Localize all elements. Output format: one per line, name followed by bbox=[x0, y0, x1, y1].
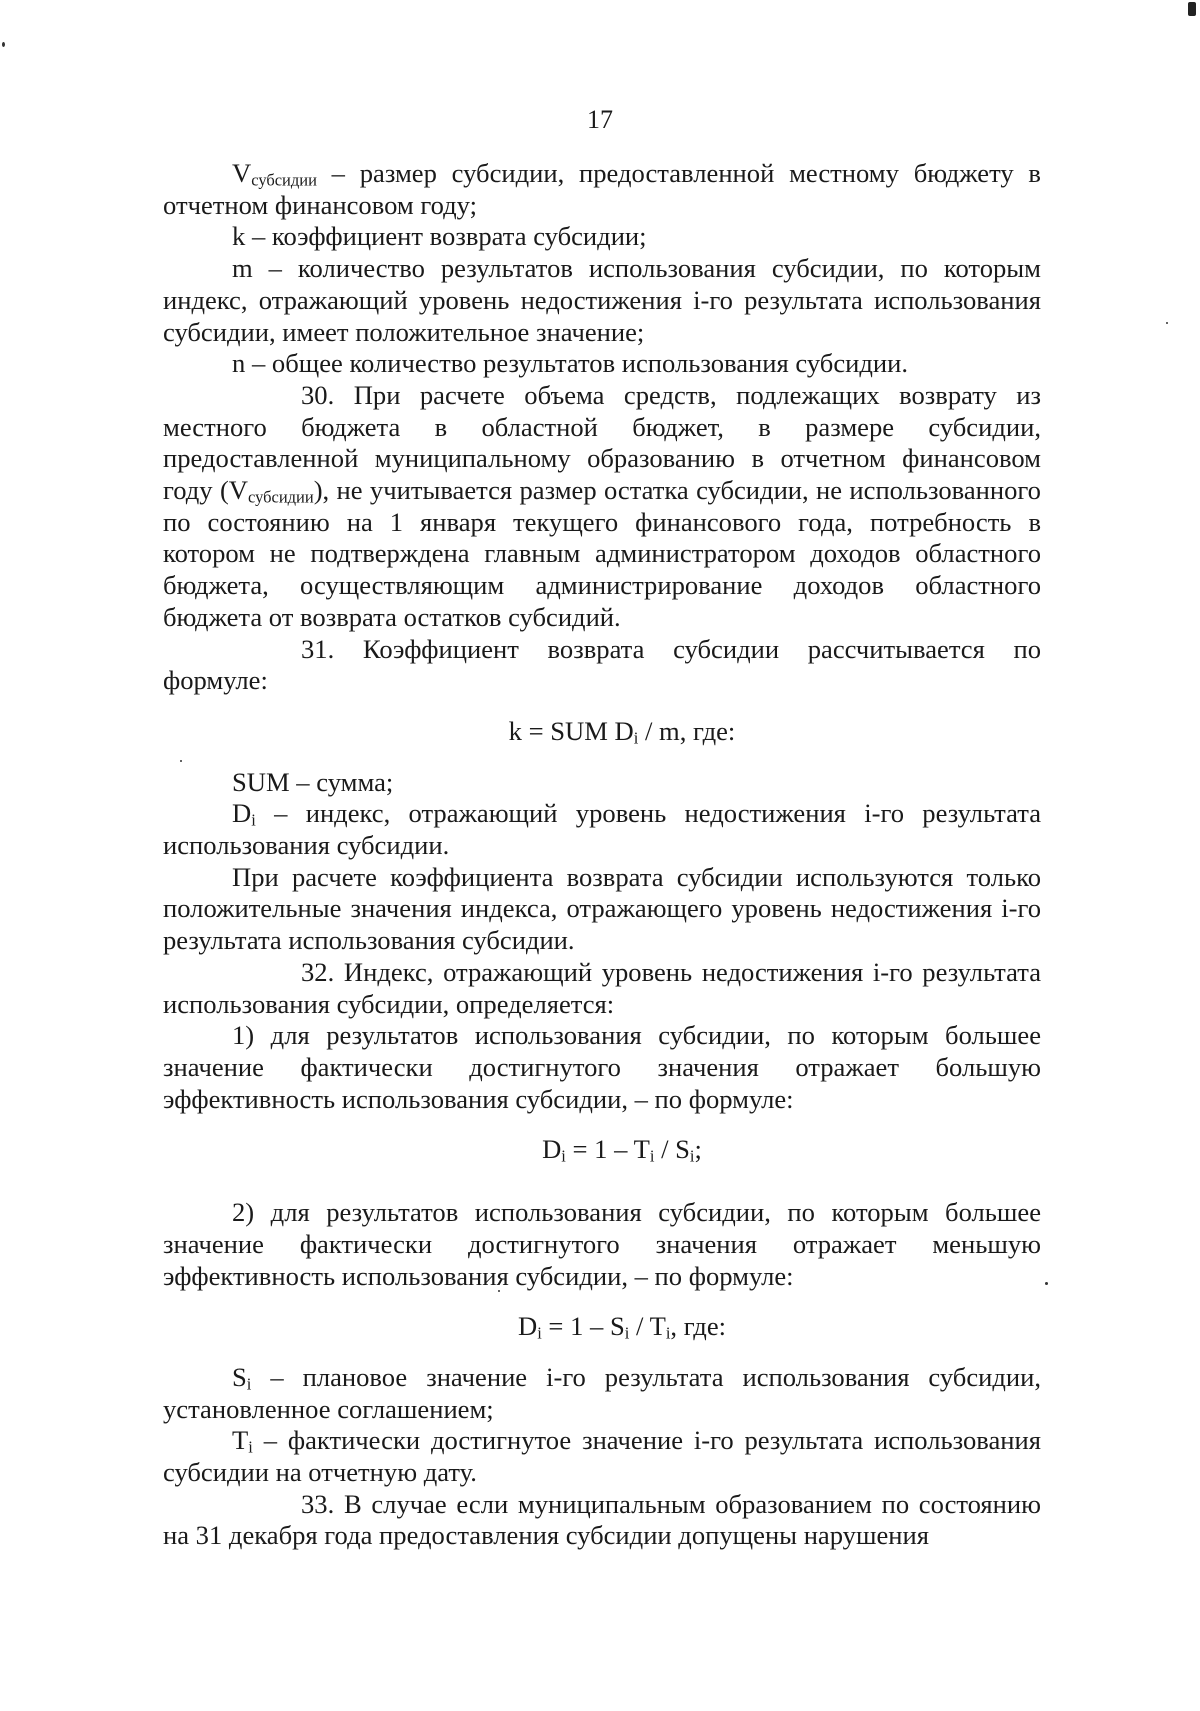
formula-part: / S bbox=[654, 1134, 690, 1165]
formula-part: ; bbox=[694, 1134, 702, 1165]
definition-text: – плановое значение i-го результата использования субсидии, установленное соглашением; bbox=[163, 1361, 1041, 1424]
formula-d-case-1 bbox=[163, 1134, 1041, 1166]
definition-text: – фактически достигнутое значение i-го результата использования субсидии на отчетную дату. bbox=[163, 1425, 1041, 1488]
clause-text: Индекс, отражающий уровень недостижения i-го результата использования субсидии, определяется: bbox=[163, 956, 1041, 1019]
formula-part: k = SUM D bbox=[508, 715, 634, 746]
page-number: 17 bbox=[587, 105, 613, 134]
symbol-v: V bbox=[232, 158, 252, 188]
definition-t bbox=[163, 1425, 1041, 1488]
clause-text: Коэффициент возврата субсидии рассчитывается по формуле: bbox=[163, 633, 1041, 696]
formula-part: D bbox=[542, 1134, 562, 1165]
formula-part: , где: bbox=[670, 1311, 727, 1342]
clause-31 bbox=[163, 634, 1041, 697]
formula-part: / m, где: bbox=[638, 715, 736, 746]
formula-subscript: i bbox=[689, 1146, 695, 1166]
definition-sum: SUM – сумма; bbox=[232, 766, 394, 797]
definition-m: m – количество результатов использования субсидии, по которым индекс, отражающий уровень недостижения i-го результата использования субсидии, имеет положительное значение; bbox=[163, 253, 1041, 347]
formula-part: = 1 – S bbox=[541, 1311, 625, 1342]
scan-speck bbox=[1166, 322, 1168, 324]
formula-k bbox=[163, 716, 1041, 748]
formula-part: / T bbox=[629, 1311, 666, 1342]
symbol-d: D bbox=[232, 798, 252, 829]
formula-subscript: i bbox=[633, 728, 639, 748]
clause-text-continued: ), не учитывается размер остатка субсидии, не использованного по состоянию на 1 января текущего финансового года, потребность в котором не подтверждена главным администратором доходов областного бюджета, осуществляющим администрирование доходов областного бюджета от возврата остатков субсидий. bbox=[163, 475, 1041, 632]
symbol-subscript: i bbox=[251, 810, 256, 830]
clause-text: При расчете объема средств, подлежащих возврату из местного бюджета в областной бюджет, в размере субсидии, предоставленной муниципальному образованию в отчетном финансовом году (V bbox=[163, 379, 1041, 506]
scan-speck bbox=[498, 1290, 500, 1292]
clause-32 bbox=[163, 957, 1041, 1020]
scan-speck bbox=[2, 42, 5, 47]
symbol-subscript: i bbox=[248, 1437, 253, 1457]
positive-values-note: При расчете коэффициента возврата субсидии используются только положительные значения индекса, отражающего уровень недостижения i-го результата использования субсидии. bbox=[163, 861, 1041, 956]
clause-number: 31. bbox=[301, 633, 335, 664]
definition-d bbox=[163, 798, 1041, 861]
definition-k: k – коэффициент возврата субсидии; bbox=[232, 221, 647, 252]
symbol-subscript: субсидии bbox=[251, 170, 317, 190]
definition-s bbox=[163, 1362, 1041, 1425]
formula-part: D bbox=[517, 1311, 538, 1342]
definition-n: n – общее количество результатов использования субсидии. bbox=[232, 348, 908, 379]
definition-text: – индекс, отражающий уровень недостижения i-го результата использования субсидии. bbox=[163, 798, 1041, 861]
formula-subscript: i bbox=[665, 1323, 671, 1343]
case-1: 1) для результатов использования субсидии, по которым большее значение фактически достигнутого значения отражает большую эффективность использования субсидии, – по формуле: bbox=[163, 1020, 1041, 1114]
definition-text: – размер субсидии, предоставленной местному бюджету в отчетном финансовом году; bbox=[163, 158, 1041, 220]
formula-part: = 1 – T bbox=[565, 1134, 650, 1165]
clause-number: 33. bbox=[301, 1488, 335, 1519]
formula-d-case-2 bbox=[163, 1311, 1041, 1343]
clause-number: 32. bbox=[301, 956, 335, 987]
clause-number: 30. bbox=[301, 379, 335, 410]
formula-subscript: i bbox=[624, 1323, 630, 1343]
formula-subscript: i bbox=[537, 1323, 542, 1343]
clause-30 bbox=[163, 380, 1041, 634]
formula-subscript: i bbox=[561, 1146, 566, 1166]
symbol-subscript: i bbox=[246, 1374, 252, 1394]
document-body bbox=[163, 158, 1041, 1552]
clause-33 bbox=[163, 1489, 1041, 1552]
scan-speck bbox=[180, 760, 182, 762]
case-2: 2) для результатов использования субсидии, по которым большее значение фактически достигнутого значения отражает меньшую эффективность использования субсидии, – по формуле: bbox=[163, 1197, 1041, 1291]
clause-text: В случае если муниципальным образованием по состоянию на 31 декабря года предоставления субсидии допущены нарушения bbox=[163, 1488, 1041, 1551]
symbol-subscript: субсидии bbox=[248, 487, 314, 507]
symbol-t: T bbox=[232, 1425, 249, 1456]
symbol-s: S bbox=[232, 1361, 247, 1392]
definition-v-subsidy bbox=[163, 158, 1041, 221]
formula-subscript: i bbox=[649, 1146, 655, 1166]
scan-speck bbox=[1045, 1282, 1048, 1285]
scan-speck bbox=[1188, 2, 1196, 16]
